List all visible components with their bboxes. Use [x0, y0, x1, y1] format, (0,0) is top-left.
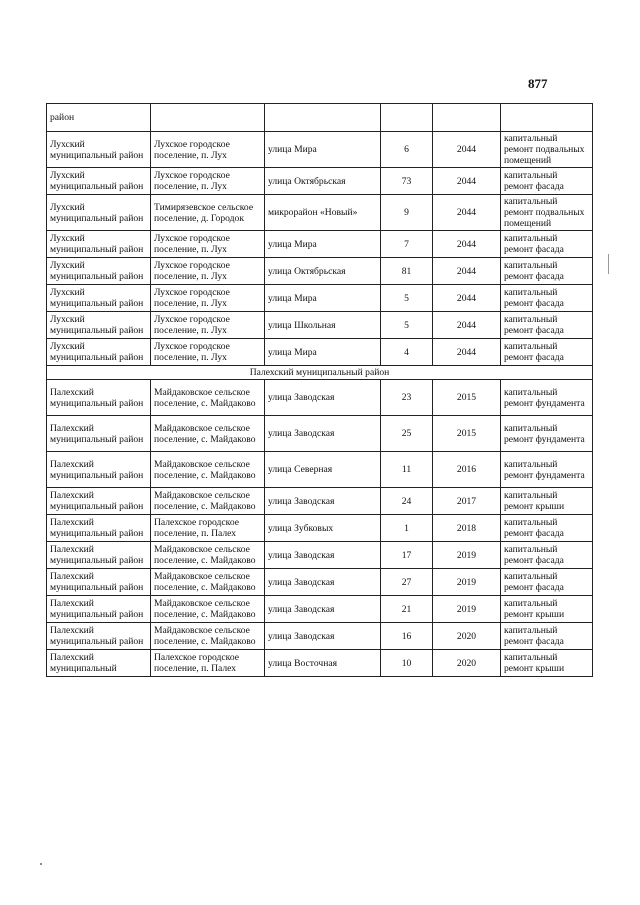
cell-settlement: Лухское городское поселение, п. Лух [151, 285, 265, 312]
table-row-continued [47, 104, 593, 132]
table-row [47, 231, 593, 258]
cell-house: 11 [381, 452, 433, 488]
table-row [47, 542, 593, 569]
table-row [47, 339, 593, 366]
cell-district: Лухский муниципальный район [47, 132, 151, 168]
cell-settlement: Майдаковское сельское поселение, с. Майдаково [151, 596, 265, 623]
table-row [47, 650, 593, 677]
cell-work: капитальный ремонт фасада [501, 569, 593, 596]
cell-settlement: Палехское городское поселение, п. Палех [151, 515, 265, 542]
cell-year: 2044 [433, 285, 501, 312]
cell-street: улица Мира [265, 231, 381, 258]
cell-district: Палехский муниципальный район [47, 623, 151, 650]
cell-district: район [47, 104, 151, 132]
cell-year [433, 104, 501, 132]
cell-house: 24 [381, 488, 433, 515]
table-row [47, 623, 593, 650]
cell-settlement: Палехское городское поселение, п. Палех [151, 650, 265, 677]
cell-street: улица Северная [265, 452, 381, 488]
cell-work: капитальный ремонт фасада [501, 515, 593, 542]
cell-settlement: Майдаковское сельское поселение, с. Майдаково [151, 488, 265, 515]
cell-district: Палехский муниципальный район [47, 416, 151, 452]
cell-house: 1 [381, 515, 433, 542]
cell-house: 73 [381, 168, 433, 195]
cell-work: капитальный ремонт фундамента [501, 416, 593, 452]
cell-street: улица Заводская [265, 623, 381, 650]
housing-repair-table [46, 103, 593, 677]
cell-year: 2044 [433, 132, 501, 168]
cell-district: Лухский муниципальный район [47, 312, 151, 339]
cell-work: капитальный ремонт фундамента [501, 452, 593, 488]
table-row [47, 380, 593, 416]
cell-work: капитальный ремонт фасада [501, 312, 593, 339]
cell-year: 2020 [433, 623, 501, 650]
cell-house: 81 [381, 258, 433, 285]
cell-street: улица Заводская [265, 380, 381, 416]
cell-year: 2016 [433, 452, 501, 488]
cell-settlement: Майдаковское сельское поселение, с. Майдаково [151, 416, 265, 452]
cell-district: Лухский муниципальный район [47, 168, 151, 195]
cell-district: Лухский муниципальный район [47, 258, 151, 285]
cell-settlement: Майдаковское сельское поселение, с. Майдаково [151, 569, 265, 596]
cell-district: Лухский муниципальный район [47, 195, 151, 231]
cell-street: улица Зубковых [265, 515, 381, 542]
cell-settlement: Лухское городское поселение, п. Лух [151, 132, 265, 168]
cell-work: капитальный ремонт крыши [501, 488, 593, 515]
cell-year: 2044 [433, 339, 501, 366]
cell-house: 25 [381, 416, 433, 452]
table-row [47, 596, 593, 623]
cell-district: Палехский муниципальный район [47, 488, 151, 515]
cell-work: капитальный ремонт фундамента [501, 380, 593, 416]
table-row [47, 258, 593, 285]
cell-street: улица Октябрьская [265, 168, 381, 195]
cell-street [265, 104, 381, 132]
cell-street: улица Заводская [265, 542, 381, 569]
cell-district: Лухский муниципальный район [47, 339, 151, 366]
scan-speck [40, 863, 42, 865]
cell-street: улица Заводская [265, 569, 381, 596]
cell-year: 2044 [433, 231, 501, 258]
cell-work: капитальный ремонт подвальных помещений [501, 195, 593, 231]
cell-district: Палехский муниципальный район [47, 515, 151, 542]
cell-work: капитальный ремонт фасада [501, 231, 593, 258]
cell-year: 2018 [433, 515, 501, 542]
cell-district: Лухский муниципальный район [47, 285, 151, 312]
table-row [47, 569, 593, 596]
cell-house: 6 [381, 132, 433, 168]
cell-street: улица Заводская [265, 416, 381, 452]
cell-year: 2015 [433, 380, 501, 416]
cell-house: 27 [381, 569, 433, 596]
cell-settlement [151, 104, 265, 132]
cell-year: 2044 [433, 312, 501, 339]
cell-district: Палехский муниципальный район [47, 596, 151, 623]
cell-district: Палехский муниципальный район [47, 569, 151, 596]
section-header-row [47, 366, 593, 380]
table-body [47, 104, 593, 677]
cell-work: капитальный ремонт подвальных помещений [501, 132, 593, 168]
cell-street: улица Восточная [265, 650, 381, 677]
table-row [47, 168, 593, 195]
cell-settlement: Лухское городское поселение, п. Лух [151, 231, 265, 258]
cell-house: 4 [381, 339, 433, 366]
scan-edge-mark [608, 254, 609, 274]
cell-year: 2044 [433, 168, 501, 195]
cell-district: Палехский муниципальный район [47, 452, 151, 488]
cell-house: 5 [381, 312, 433, 339]
cell-work [501, 104, 593, 132]
section-title: Палехский муниципальный район [47, 366, 593, 380]
cell-work: капитальный ремонт фасада [501, 542, 593, 569]
cell-work: капитальный ремонт фасада [501, 339, 593, 366]
cell-house: 10 [381, 650, 433, 677]
cell-year: 2019 [433, 596, 501, 623]
cell-district: Лухский муниципальный район [47, 231, 151, 258]
cell-street: микрорайон «Новый» [265, 195, 381, 231]
cell-settlement: Майдаковское сельское поселение, с. Майдаково [151, 452, 265, 488]
cell-settlement: Майдаковское сельское поселение, с. Майдаково [151, 380, 265, 416]
cell-house: 5 [381, 285, 433, 312]
cell-settlement: Лухское городское поселение, п. Лух [151, 339, 265, 366]
table-row [47, 285, 593, 312]
cell-district: Палехский муниципальный район [47, 542, 151, 569]
cell-house: 17 [381, 542, 433, 569]
cell-street: улица Октябрьская [265, 258, 381, 285]
cell-work: капитальный ремонт фасада [501, 623, 593, 650]
cell-district: Палехский муниципальный район [47, 380, 151, 416]
table-row [47, 488, 593, 515]
cell-street: улица Школьная [265, 312, 381, 339]
cell-street: улица Заводская [265, 596, 381, 623]
cell-year: 2019 [433, 542, 501, 569]
cell-year: 2017 [433, 488, 501, 515]
cell-settlement: Лухское городское поселение, п. Лух [151, 258, 265, 285]
cell-year: 2044 [433, 195, 501, 231]
cell-settlement: Майдаковское сельское поселение, с. Майдаково [151, 623, 265, 650]
cell-house: 9 [381, 195, 433, 231]
cell-house: 16 [381, 623, 433, 650]
cell-work: капитальный ремонт фасада [501, 258, 593, 285]
table-row [47, 132, 593, 168]
table-row [47, 416, 593, 452]
cell-settlement: Тимирязевское сельское поселение, д. Городок [151, 195, 265, 231]
cell-settlement: Лухское городское поселение, п. Лух [151, 312, 265, 339]
cell-work: капитальный ремонт крыши [501, 650, 593, 677]
table-row [47, 312, 593, 339]
cell-year: 2019 [433, 569, 501, 596]
cell-year: 2015 [433, 416, 501, 452]
table-row [47, 195, 593, 231]
cell-year: 2044 [433, 258, 501, 285]
cell-house: 21 [381, 596, 433, 623]
page-number: 877 [528, 76, 548, 91]
cell-street: улица Мира [265, 132, 381, 168]
cell-street: улица Мира [265, 339, 381, 366]
cell-settlement: Лухское городское поселение, п. Лух [151, 168, 265, 195]
table-row [47, 515, 593, 542]
cell-house: 7 [381, 231, 433, 258]
cell-house: 23 [381, 380, 433, 416]
cell-house [381, 104, 433, 132]
cell-year: 2020 [433, 650, 501, 677]
cell-street: улица Мира [265, 285, 381, 312]
cell-settlement: Майдаковское сельское поселение, с. Майдаково [151, 542, 265, 569]
cell-street: улица Заводская [265, 488, 381, 515]
cell-work: капитальный ремонт фасада [501, 168, 593, 195]
table-row [47, 452, 593, 488]
cell-district: Палехский муниципальный [47, 650, 151, 677]
cell-work: капитальный ремонт фасада [501, 285, 593, 312]
cell-work: капитальный ремонт крыши [501, 596, 593, 623]
